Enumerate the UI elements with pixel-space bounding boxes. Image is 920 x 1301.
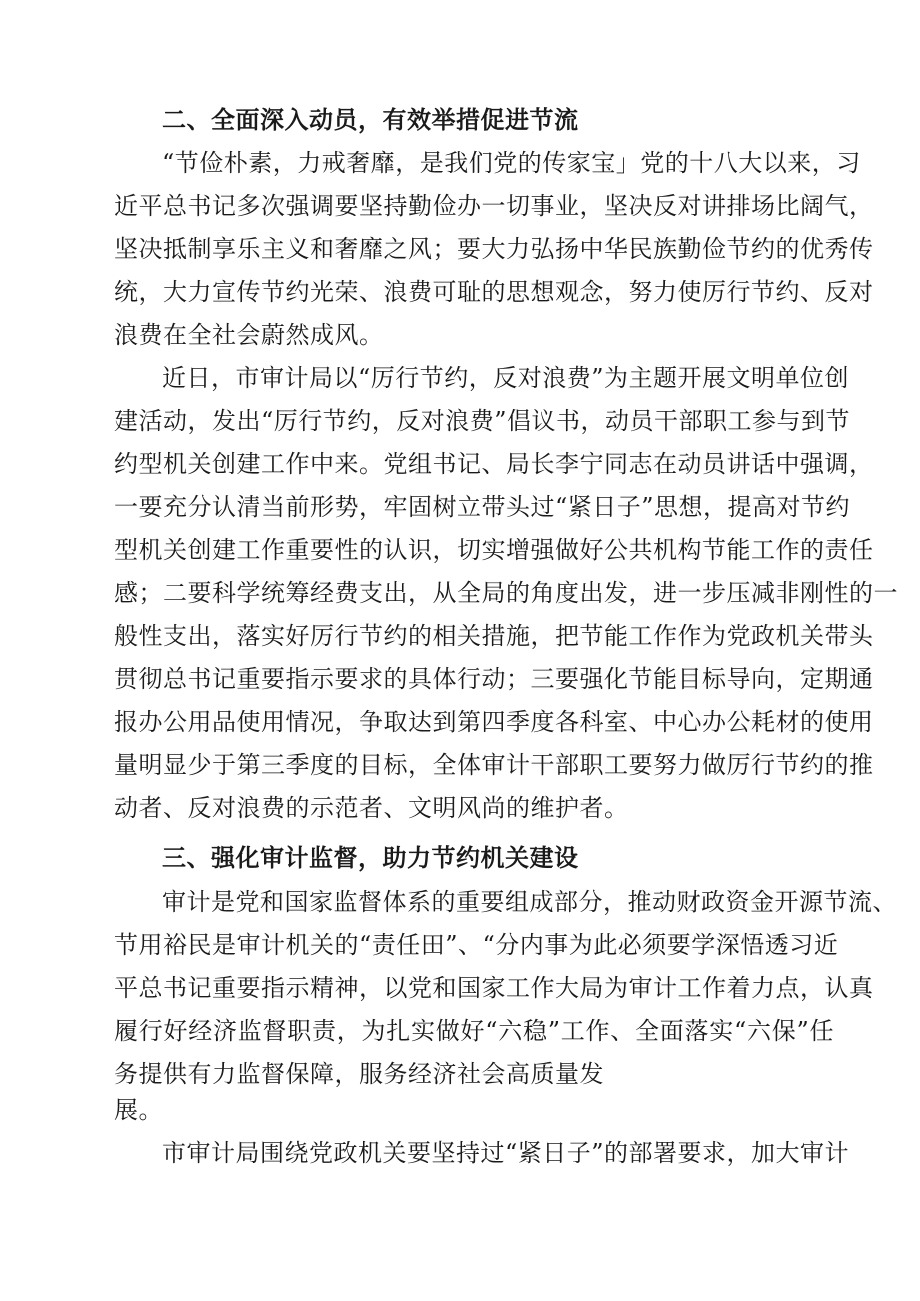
paragraph-line: 贯彻总书记重要指示要求的具体行动；三要强化节能目标导向，定期通 [114,665,874,693]
paragraph-line: 履行好经济监督职责，为扎实做好“六稳”工作、全面落实“六保”任 [114,1017,834,1045]
section-heading-3: 三、强化审计监督，助力节约机关建设 [162,844,579,872]
section-heading-2: 二、全面深入动员，有效举措促进节流 [162,106,579,134]
paragraph-line: 平总书记重要指示精神，以党和国家工作大局为审计工作着力点，认真 [114,974,874,1002]
paragraph-line: 浪费在全社会蔚然成风。 [114,321,384,349]
paragraph-line: 型机关创建工作重要性的认识，切实增强做好公共机构节能工作的责任 [114,536,874,564]
paragraph-line: 务提供有力监督保障，服务经济社会高质量发 [114,1060,604,1088]
paragraph-line: 约型机关创建工作中来。党组书记、局长李宁同志在动员讲话中强调， [114,450,874,478]
paragraph-line: 近日，市审计局以“厉行节约，反对浪费”为主题开展文明单位创 [162,364,850,392]
paragraph-line: 统，大力宣传节约光荣、浪费可耻的思想观念，努力使厉行节约、反对 [114,278,874,306]
paragraph-line: 建活动，发出“厉行节约，反对浪费”倡议书，动员干部职工参与到节 [114,407,851,435]
paragraph-line: 近平总书记多次强调要坚持勤俭办一切事业，坚决反对讲排场比阔气， [114,192,874,220]
paragraph-line: 动者、反对浪费的示范者、文明风尚的维护者。 [114,794,629,822]
paragraph-line: 量明显少于第三季度的目标，全体审计干部职工要努力做厉行节约的推 [114,751,874,779]
paragraph-line: 般性支出，落实好厉行节约的相关措施，把节能工作作为党政机关带头 [114,622,874,650]
paragraph-line: 感；二要科学统筹经费支出，从全局的角度出发，进一步压减非刚性的一 [114,579,898,607]
paragraph-line: 审计是党和国家监督体系的重要组成部分，推动财政资金开源节流、 [162,888,897,916]
paragraph-line: 展。 [114,1096,163,1124]
paragraph-line: 坚决抵制享乐主义和奢靡之风；要大力弘扬中华民族勤俭节约的优秀传 [114,235,874,263]
paragraph-line: 一要充分认清当前形势，牢固树立带头过“紧日子”思想，提高对节约 [114,493,851,521]
paragraph-line: “节俭朴素，力戒奢靡，是我们党的传家宝」党的十八大以来，习 [162,149,861,177]
paragraph-line: 报办公用品使用情况，争取达到第四季度各科室、中心办公耗材的使用 [114,708,874,736]
paragraph-line: 节用裕民是审计机关的“责任田”、“分内事为此必须要学深悟透习近 [114,931,839,959]
paragraph-line: 市审计局围绕党政机关要坚持过“紧日子”的部署要求，加大审计 [162,1139,850,1167]
